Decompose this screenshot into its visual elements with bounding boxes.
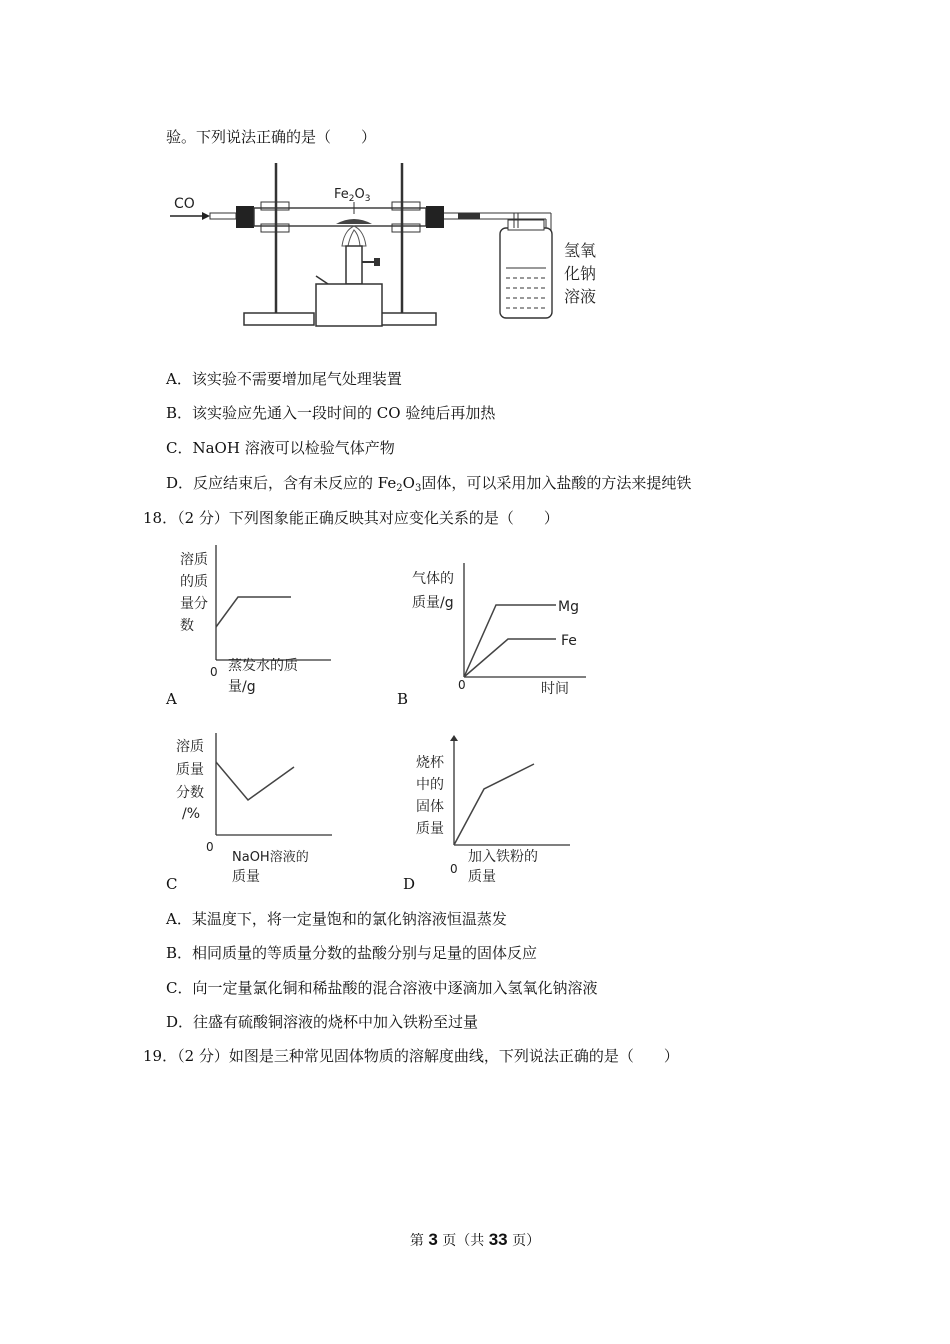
graph-c-label: C (166, 875, 178, 893)
svg-text:质量: 质量 (468, 869, 496, 885)
svg-text:量/g: 量/g (228, 679, 256, 695)
svg-text:质量: 质量 (176, 762, 204, 778)
graph-a-label: A (166, 690, 177, 708)
graph-a-curve (216, 597, 291, 627)
svg-text:烧杯: 烧杯 (416, 755, 444, 771)
svg-text:Mg: Mg (558, 599, 579, 615)
q18-option-c: C．向一定量氯化铜和稀盐酸的混合溶液中逐滴加入氢氧化钠溶液 (166, 979, 598, 997)
co-label: CO (174, 196, 195, 212)
svg-text:分数: 分数 (176, 785, 204, 801)
q17-lead: 验。下列说法正确的是（ ） (166, 128, 377, 146)
graph-b-label: B (397, 690, 409, 708)
svg-text:质量: 质量 (232, 869, 260, 885)
svg-text:0: 0 (206, 840, 214, 854)
svg-text:气体的: 气体的 (412, 571, 454, 587)
q18-option-d: D．往盛有硫酸铜溶液的烧杯中加入铁粉至过量 (166, 1013, 479, 1031)
svg-text:0: 0 (210, 665, 218, 679)
svg-text:的质: 的质 (180, 574, 208, 590)
svg-text:Fe: Fe (561, 633, 577, 649)
graph-a (176, 540, 336, 700)
fe2o3-label: $Fe_2O_3$ (334, 187, 371, 204)
q18-option-b: B．相同质量的等质量分数的盐酸分别与足量的固体反应 (166, 944, 538, 962)
graph-d-curve (454, 764, 534, 845)
svg-text:溶质: 溶质 (176, 739, 204, 755)
svg-text:NaOH溶液的: NaOH溶液的 (232, 850, 309, 865)
svg-text:质量/g: 质量/g (412, 595, 454, 611)
naoh-label-2: 化钠 (564, 264, 596, 283)
naoh-label-1: 氢氧 (564, 241, 596, 260)
graph-b-mg-curve (464, 605, 556, 677)
q17-option-b: B．该实验应先通入一段时间的 CO 验纯后再加热 (166, 404, 496, 422)
q18-stem: 18．（2 分）下列图象能正确反映其对应变化关系的是（ ） (143, 509, 559, 527)
svg-text:/%: /% (182, 806, 201, 822)
naoh-label-3: 溶液 (564, 287, 596, 306)
svg-text:数: 数 (180, 618, 194, 634)
q17-option-c: C．NaOH 溶液可以检验气体产物 (166, 439, 395, 457)
q18-option-a: A．某温度下，将一定量饱和的氯化钠溶液恒温蒸发 (166, 910, 507, 928)
graph-c-curve (216, 762, 294, 800)
page-footer: 第 3 页（共 33 页） (409, 1230, 541, 1249)
svg-text:蒸发水的质: 蒸发水的质 (228, 658, 298, 674)
svg-text:质量: 质量 (416, 821, 444, 837)
q19-stem: 19．（2 分）如图是三种常见固体物质的溶解度曲线，下列说法正确的是（ ） (143, 1047, 679, 1065)
graph-d (412, 733, 587, 888)
svg-text:0: 0 (450, 862, 458, 876)
graph-c (170, 725, 340, 890)
q17-option-d: D．反应结束后，含有未反应的 $Fe_2O_3$固体，可以采用加入盐酸的方法来提纯铁 (166, 474, 692, 494)
q17-option-a: A．该实验不需要增加尾气处理装置 (166, 370, 402, 388)
page-number: 3 (428, 1230, 438, 1249)
svg-text:加入铁粉的: 加入铁粉的 (468, 849, 538, 865)
svg-text:0: 0 (458, 678, 466, 692)
svg-text:固体: 固体 (416, 799, 444, 815)
svg-text:溶质: 溶质 (180, 552, 208, 568)
page-total: 33 (488, 1230, 508, 1249)
svg-text:时间: 时间 (541, 681, 569, 697)
svg-text:中的: 中的 (416, 777, 444, 793)
graph-b (406, 555, 606, 700)
co-reduction-apparatus (166, 158, 596, 333)
graph-d-label: D (403, 875, 416, 893)
svg-text:量分: 量分 (180, 596, 208, 612)
